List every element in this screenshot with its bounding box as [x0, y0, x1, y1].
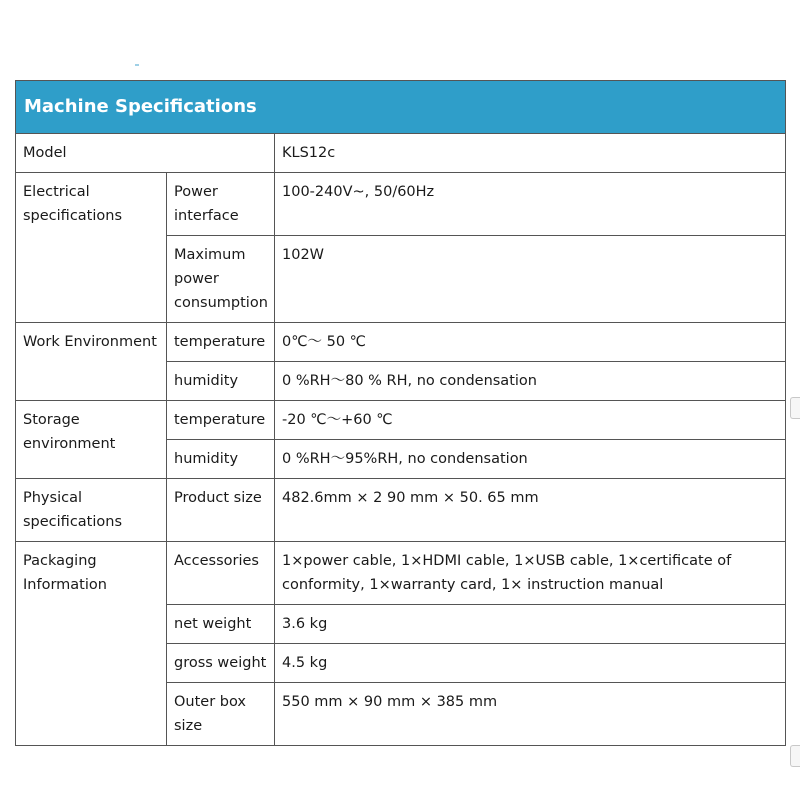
spec-value: 4.5 kg: [275, 644, 786, 683]
page-edge-handle: [790, 745, 800, 767]
table-row: [16, 323, 786, 362]
spec-value: 102W: [275, 236, 786, 323]
spec-label: Maximum power consumption: [167, 236, 275, 323]
spec-value: 1×power cable, 1×HDMI cable, 1×USB cable, 1×certificate of conformity, 1×warranty card, 1× instruction manual: [275, 542, 786, 605]
spec-value: 482.6mm × 2 90 mm × 50. 65 mm: [275, 479, 786, 542]
table-row: [16, 542, 786, 605]
group-label-storage-environment: Storage environment: [16, 401, 167, 479]
group-label-packaging: Packaging Information: [16, 542, 167, 746]
spec-label: humidity: [167, 362, 275, 401]
group-label-electrical: Electrical specifications: [16, 173, 167, 323]
spec-value-model: KLS12c: [275, 134, 786, 173]
spec-value: 550 mm × 90 mm × 385 mm: [275, 683, 786, 746]
spec-value: -20 ℃～+60 ℃: [275, 401, 786, 440]
group-label-physical: Physical specifications: [16, 479, 167, 542]
spec-label: Accessories: [167, 542, 275, 605]
spec-label: Power interface: [167, 173, 275, 236]
spec-label: temperature: [167, 401, 275, 440]
table-row: [16, 134, 786, 173]
decorative-dot: [135, 64, 139, 66]
spec-value: 0 %RH～80 % RH, no condensation: [275, 362, 786, 401]
spec-label: gross weight: [167, 644, 275, 683]
table-title: Machine Specifications: [16, 81, 786, 134]
spec-value: 3.6 kg: [275, 605, 786, 644]
table-row: [16, 401, 786, 440]
page-edge-handle: [790, 397, 800, 419]
spec-value: 0℃～ 50 ℃: [275, 323, 786, 362]
table-header-row: [16, 81, 786, 134]
spec-label: temperature: [167, 323, 275, 362]
spec-label: net weight: [167, 605, 275, 644]
specifications-table: [15, 80, 786, 746]
spec-label: humidity: [167, 440, 275, 479]
spec-label: Product size: [167, 479, 275, 542]
table-row: [16, 173, 786, 236]
machine-specifications-section: [15, 80, 785, 746]
group-label-model: Model: [16, 134, 275, 173]
table-row: [16, 479, 786, 542]
spec-value: 0 %RH～95%RH, no condensation: [275, 440, 786, 479]
group-label-work-environment: Work Environment: [16, 323, 167, 401]
spec-value: 100-240V~, 50/60Hz: [275, 173, 786, 236]
spec-label: Outer box size: [167, 683, 275, 746]
